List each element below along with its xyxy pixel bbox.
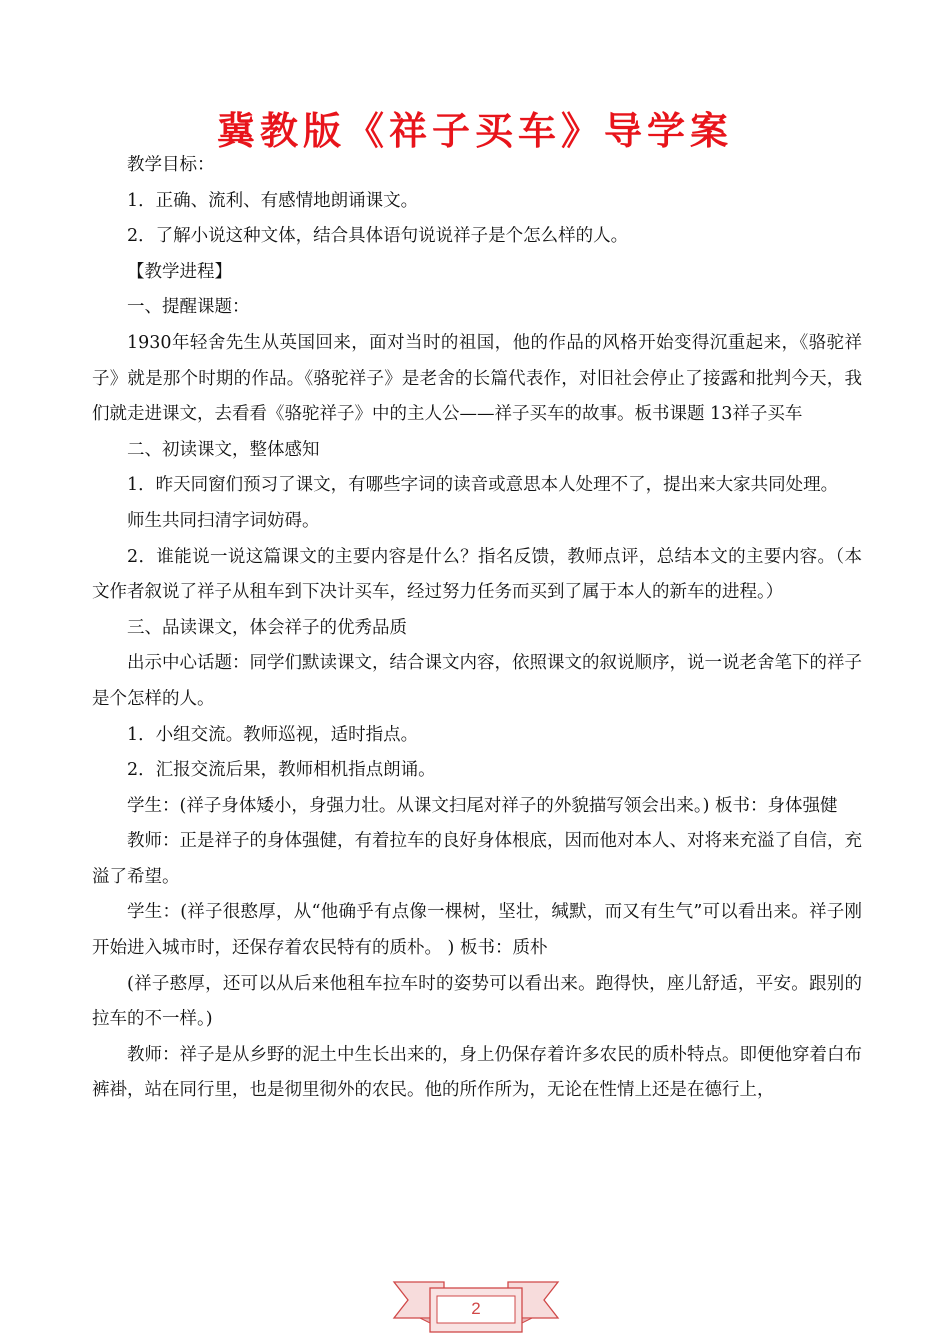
paragraph: 师生共同扫清字词妨碍。: [127, 510, 320, 531]
paragraph: 教学目标：: [127, 155, 215, 175]
paragraph: (祥子憨厚，还可以从后来他租车拉车时的姿势可以看出来。跑得快，座儿舒适，平安。跟别的拉车的不一样。): [92, 973, 862, 1030]
paragraph: 一、提醒课题：: [127, 297, 250, 318]
paragraph: 2．了解小说这种文体，结合具体语句说说祥子是个怎么样的人。: [127, 226, 629, 247]
page-number: 2: [471, 1299, 481, 1318]
paragraph: 学生：(祥子身体矮小，身强力壮。从课文扫尾对祥子的外貌描写领会出来。) 板书：身体强健: [127, 795, 838, 816]
paragraph: 1．昨天同窗们预习了课文，有哪些字词的读音或意思本人处理不了，提出来大家共同处理。: [127, 475, 839, 496]
paragraph: 【教学进程】: [127, 261, 232, 282]
paragraph: 二、初读课文，整体感知: [127, 439, 320, 460]
paragraph: 1．小组交流。教师巡视，适时指点。: [127, 724, 419, 745]
paragraph: 出示中心话题：同学们默读课文，结合课文内容，依照课文的叙说顺序，说一说老舍笔下的祥子是个怎样的人。: [92, 653, 862, 709]
paragraph: 三、品读课文，体会祥子的优秀品质: [127, 617, 407, 638]
paragraph: 1930年轻舍先生从英国回来，面对当时的祖国，他的作品的风格开始变得沉重起来，《骆驼祥子》就是那个时期的作品。《骆驼祥子》是老舍的长篇代表作，对旧社会停止了接露和批判今天，我们就走进课文，去看看《骆驼祥子》中的主人公——祥子买车的故事。板书课题 13祥子买车: [92, 332, 862, 425]
paragraph: 2．汇报交流后果，教师相机指点朗诵。: [127, 760, 436, 781]
paragraph: 2．谁能说一说这篇课文的主要内容是什么？指名反馈，教师点评，总结本文的主要内容。（本文作者叙说了祥子从租车到下决计买车，经过努力任务而买到了属于本人的新车的进程。）: [92, 546, 862, 603]
paragraph: 学生：(祥子很憨厚，从“他确乎有点像一棵树，坚壮，缄默，而又有生气”可以看出来。祥子刚开始进入城市时，还保存着农民特有的质朴。 ) 板书：质朴: [92, 902, 862, 959]
paragraph: 1．正确、流利、有感情地朗诵课文。: [127, 190, 419, 211]
paragraph: 教师：正是祥子的身体强健，有着拉车的良好身体根底，因而他对本人、对将来充溢了自信，充溢了希望。: [92, 831, 862, 887]
page-title: 冀教版《祥子买车》导学案: [216, 109, 733, 153]
document-body: [92, 148, 862, 1109]
paragraph: 教师：祥子是从乡野的泥土中生长出来的，身上仍保存着许多农民的质朴特点。即便他穿着白布裤褂，站在同行里，也是彻里彻外的农民。他的所作所为，无论在性情上还是在德行上，: [92, 1044, 862, 1101]
